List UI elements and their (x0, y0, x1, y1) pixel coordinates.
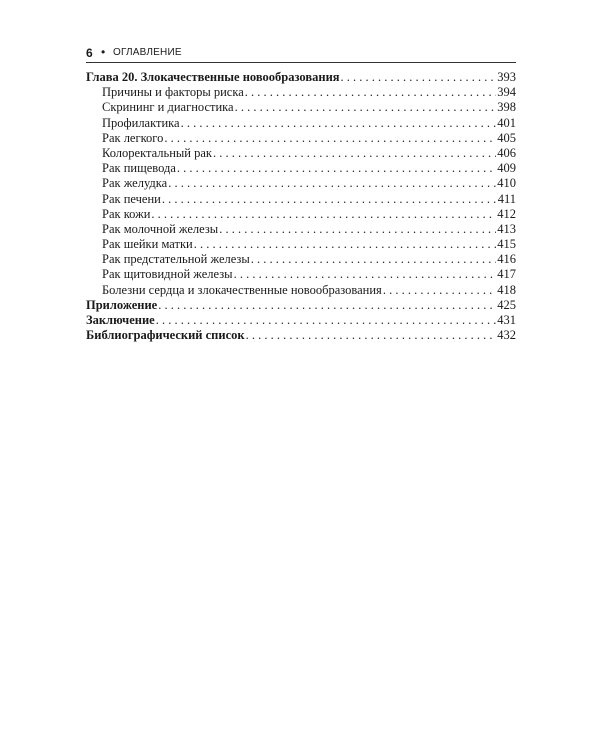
toc-entry[interactable] (86, 176, 516, 191)
toc-entry[interactable] (86, 313, 516, 328)
dot-leader (383, 283, 496, 298)
toc-entry-page: 410 (497, 176, 516, 191)
toc-entry-title: Рак шейки матки (102, 237, 193, 252)
dot-leader (194, 237, 497, 252)
toc-entry[interactable] (86, 192, 516, 207)
dot-leader (168, 176, 496, 191)
toc-entry[interactable] (86, 161, 516, 176)
dot-leader (156, 313, 497, 328)
toc-entry[interactable] (86, 267, 516, 282)
toc-entry-title: Библиографический список (86, 328, 245, 343)
toc-entry[interactable] (86, 283, 516, 298)
toc-entry[interactable] (86, 207, 516, 222)
toc-entry[interactable] (86, 131, 516, 146)
toc-entry-page: 393 (497, 70, 516, 84)
dot-leader (177, 161, 496, 176)
toc-entry-title: Глава 20. Злокачественные новообразования (86, 70, 340, 84)
toc-entry-page: 415 (497, 237, 516, 252)
page-number: 6 (86, 46, 93, 60)
toc-entry-title: Рак молочной железы (102, 221, 219, 236)
toc-entry[interactable] (86, 116, 516, 131)
toc-entry-title: Рак предстательной железы (102, 252, 250, 267)
running-head-title: ОГЛАВЛЕНИЕ (113, 47, 182, 58)
toc-entry-title: Заключение (86, 313, 155, 327)
toc-entry-page: 413 (497, 221, 516, 236)
toc-entry-page: 405 (497, 130, 516, 145)
dot-leader (234, 267, 497, 282)
toc-entry-page: 412 (497, 206, 516, 221)
toc-entry-title: Рак желудка (102, 176, 168, 191)
toc-entry-title: Колоректальный рак (102, 145, 212, 160)
toc-entry-title: Рак пищевода (102, 161, 176, 176)
running-header (86, 46, 516, 63)
toc-entry-page: 416 (497, 252, 516, 267)
table-of-contents (86, 70, 516, 343)
toc-entry[interactable] (86, 100, 516, 115)
toc-entry[interactable] (86, 146, 516, 161)
dot-leader (158, 298, 496, 313)
dot-leader (246, 328, 497, 343)
toc-entry-page: 432 (497, 328, 516, 343)
toc-entry-page: 425 (497, 297, 516, 312)
toc-entry-title: Скрининг и диагностика (102, 100, 234, 115)
toc-entry-title: Рак легкого (102, 130, 164, 145)
dot-leader (341, 70, 497, 85)
dot-leader (219, 222, 496, 237)
toc-entry-title: Рак щитовидной железы (102, 267, 233, 282)
dot-leader (164, 131, 496, 146)
toc-entry-page: 401 (497, 115, 516, 130)
toc-entry-page: 398 (497, 100, 516, 115)
toc-entry[interactable] (86, 222, 516, 237)
toc-entry-page: 411 (497, 191, 516, 206)
toc-entry-title: Профилактика (102, 115, 180, 130)
toc-entry-page: 406 (497, 145, 516, 160)
dot-leader (181, 116, 497, 131)
toc-entry[interactable] (86, 237, 516, 252)
dot-leader (245, 85, 496, 100)
toc-entry[interactable] (86, 70, 516, 85)
dot-leader (162, 192, 497, 207)
toc-entry-title: Приложение (86, 297, 158, 312)
toc-entry-page: 409 (497, 161, 516, 176)
toc-entry-title: Рак печени (102, 191, 161, 206)
toc-entry[interactable] (86, 252, 516, 267)
dot-leader (251, 252, 496, 267)
toc-entry-title: Причины и факторы риска (102, 85, 244, 100)
toc-entry-title: Рак кожи (102, 206, 151, 221)
toc-entry[interactable] (86, 298, 516, 313)
toc-entry[interactable] (86, 85, 516, 100)
toc-entry-page: 418 (497, 282, 516, 297)
toc-entry[interactable] (86, 328, 516, 343)
dot-leader (213, 146, 496, 161)
dot-leader (235, 100, 497, 115)
toc-entry-page: 431 (497, 313, 516, 327)
toc-entry-page: 417 (497, 267, 516, 282)
dot-leader (151, 207, 496, 222)
toc-entry-page: 394 (497, 85, 516, 100)
bullet-icon: • (101, 45, 106, 59)
toc-entry-title: Болезни сердца и злокачественные новообразования (102, 282, 382, 297)
